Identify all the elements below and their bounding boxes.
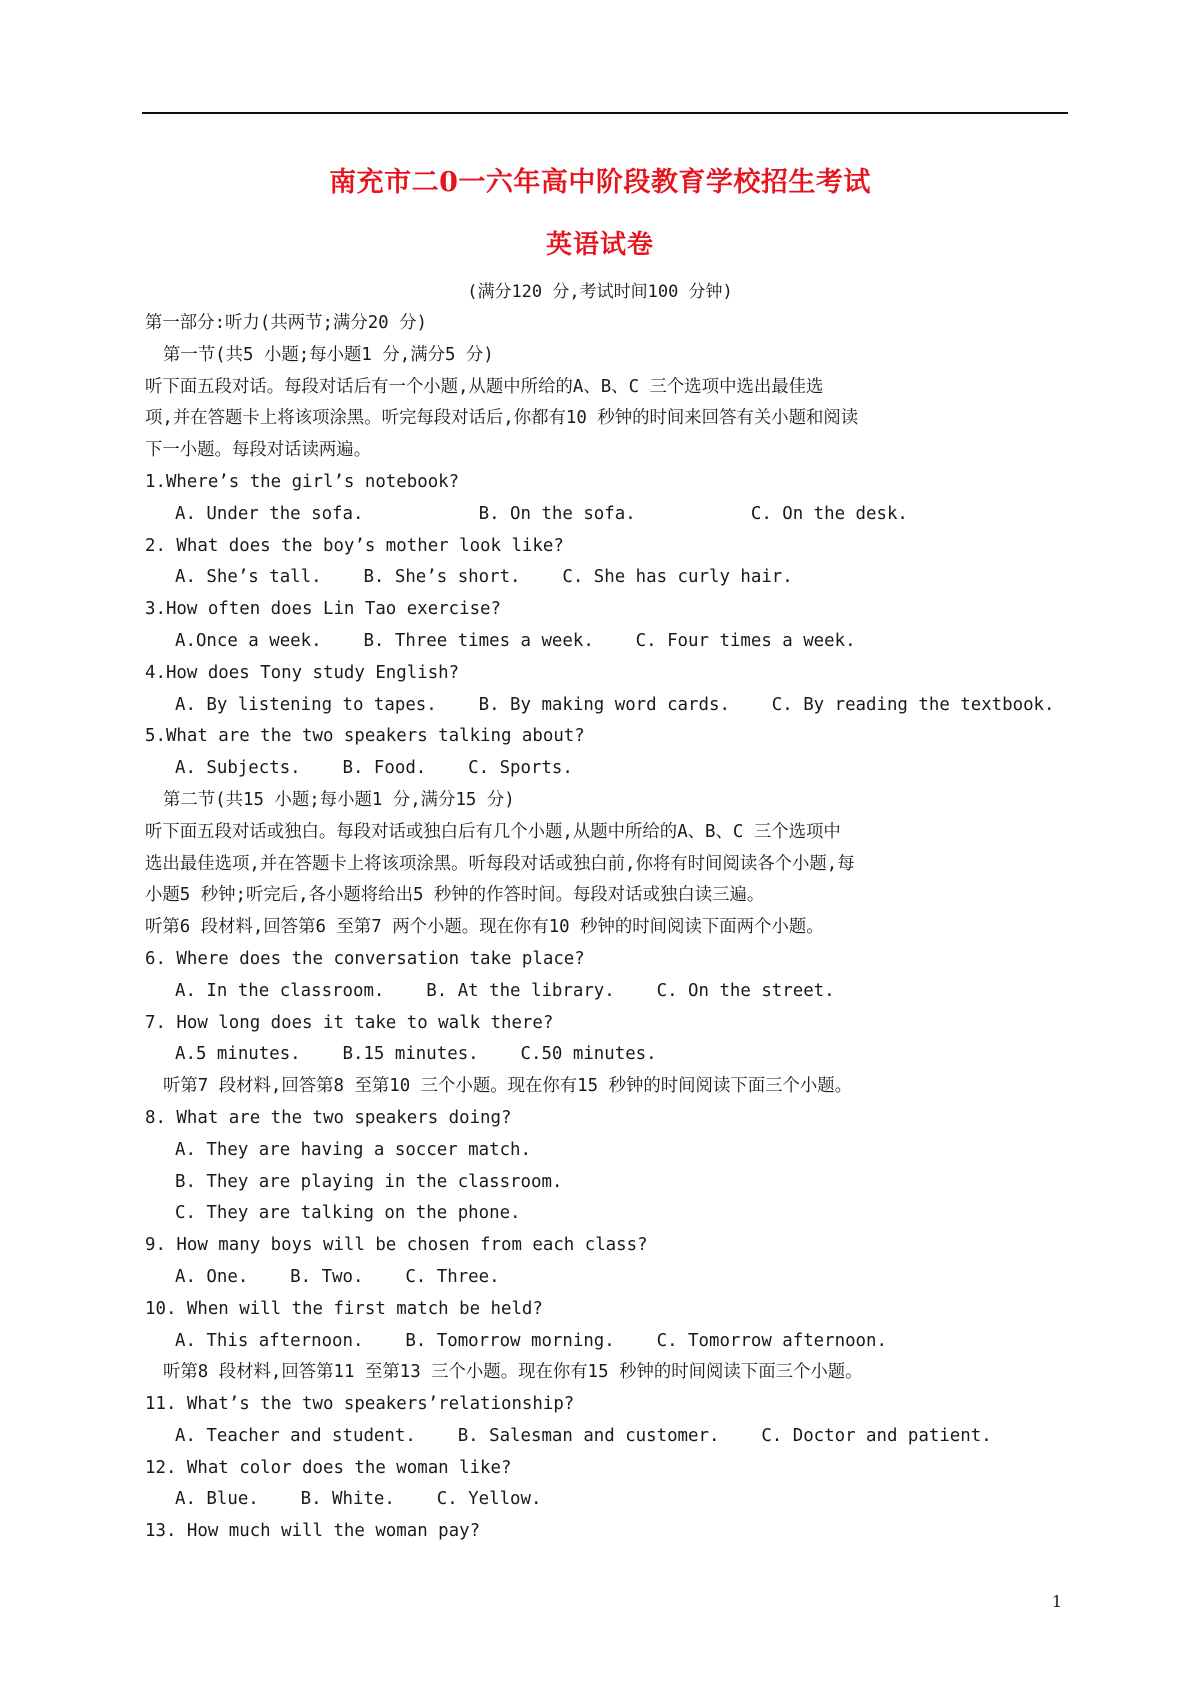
text-line: 听下面五段对话或独白。每段对话或独白后有几个小题,从题中所给的A、B、C 三个选项中 [145, 821, 841, 842]
answer-options: A. In the classroom. B. At the library. C. On the street. [175, 980, 835, 1001]
text-line: 第二节(共15 小题;每小题1 分,满分15 分) [163, 789, 515, 810]
text-line: 13. How much will the woman pay? [145, 1521, 481, 1542]
answer-options: B. They are playing in the classroom. [175, 1171, 563, 1192]
text-line: 2. What does the boy’s mother look like? [145, 535, 564, 556]
text-line: 第一部分:听力(共两节;满分20 分) [145, 313, 427, 333]
answer-options: A. By listening to tapes. B. By making word cards. C. By reading the textbook. [175, 694, 1055, 715]
answer-options: A. Teacher and student. B. Salesman and customer. C. Doctor and patient. [175, 1425, 992, 1446]
text-line: 下一小题。每段对话读两遍。 [145, 440, 372, 461]
text-line: 11. What’s the two speakers’relationship? [145, 1394, 575, 1415]
text-line: 3.How often does Lin Tao exercise? [145, 599, 501, 620]
text-line: 小题5 秒钟;听完后,各小题将给出5 秒钟的作答时间。每段对话或独白读三遍。 [145, 885, 765, 906]
text-line: 项,并在答题卡上将该项涂黑。听完每段对话后,你都有10 秒钟的时间来回答有关小题和阅读 [145, 408, 859, 429]
answer-options: C. They are talking on the phone. [175, 1203, 521, 1224]
text-line: 7. How long does it take to walk there? [145, 1012, 554, 1033]
text-line: 5.What are the two speakers talking about? [145, 726, 585, 747]
page-number: 1 [1051, 1592, 1062, 1611]
exam-body [0, 308, 1200, 1548]
header-rule [142, 112, 1068, 114]
text-line: 听第7 段材料,回答第8 至第10 三个小题。现在你有15 秒钟的时间阅读下面三个小题。 [163, 1076, 853, 1097]
text-line: 选出最佳选项,并在答题卡上将该项涂黑。听每段对话或独白前,你将有时间阅读各个小题,每 [145, 853, 855, 874]
text-line: 12. What color does the woman like? [145, 1457, 512, 1478]
text-line: 听第6 段材料,回答第6 至第7 两个小题。现在你有10 秒钟的时间阅读下面两个小题。 [145, 917, 824, 938]
exam-title: 南充市二0一六年高中阶段教育学校招生考试 [329, 167, 871, 198]
text-line: 4.How does Tony study English? [145, 662, 460, 683]
text-line: 9. How many boys will be chosen from each class? [145, 1235, 648, 1256]
text-line: 第一节(共5 小题;每小题1 分,满分5 分) [163, 344, 494, 365]
answer-options: A. Under the sofa. B. On the sofa. C. On the desk. [175, 503, 908, 524]
answer-options: A. She’s tall. B. She’s short. C. She has curly hair. [175, 567, 793, 588]
paper-title: 英语试卷 [545, 230, 654, 260]
answer-options: A. One. B. Two. C. Three. [175, 1266, 500, 1287]
answer-options: A. This afternoon. B. Tomorrow morning. C. Tomorrow afternoon. [175, 1330, 887, 1351]
answer-options: A.Once a week. B. Three times a week. C. Four times a week. [175, 630, 856, 651]
exam-info: (满分120 分,考试时间100 分钟) [467, 282, 733, 302]
text-line: 听第8 段材料,回答第11 至第13 三个小题。现在你有15 秒钟的时间阅读下面三个小题。 [163, 1362, 863, 1383]
answer-options: A. Blue. B. White. C. Yellow. [175, 1489, 542, 1510]
text-line: 6. Where does the conversation take place? [145, 948, 585, 969]
answer-options: A. They are having a soccer match. [175, 1139, 531, 1160]
text-line: 听下面五段对话。每段对话后有一个小题,从题中所给的A、B、C 三个选项中选出最佳选 [145, 376, 824, 397]
answer-options: A.5 minutes. B.15 minutes. C.50 minutes. [175, 1044, 657, 1065]
text-line: 1.Where’s the girl’s notebook? [145, 471, 460, 492]
answer-options: A. Subjects. B. Food. C. Sports. [175, 758, 573, 779]
text-line: 8. What are the two speakers doing? [145, 1107, 512, 1128]
text-line: 10. When will the first match be held? [145, 1298, 543, 1319]
